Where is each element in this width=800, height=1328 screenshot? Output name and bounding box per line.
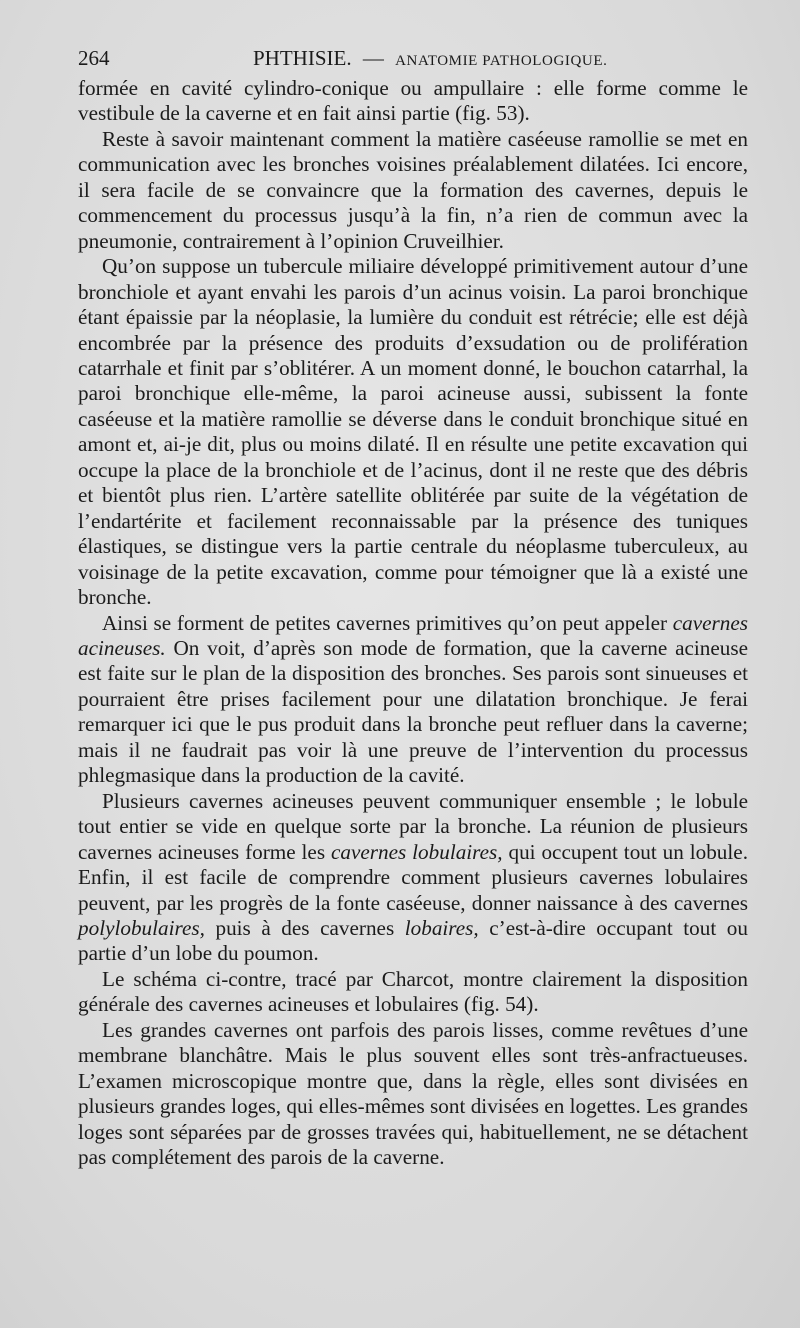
text-run: Plusieurs cavernes acineuses peuvent communiquer ensemble ; le lobule tout entier se vide en quelque sorte par la bronche. La réunion de plusieurs cavernes acineuses forme les	[78, 788, 748, 864]
paragraph	[78, 611, 748, 789]
paragraph	[78, 1018, 748, 1171]
paragraph	[78, 127, 748, 254]
italic-term: cavernes acineuses.	[78, 610, 748, 660]
text-run: Qu’on suppose un tubercule miliaire développé primitivement autour d’une bronchiole et ayant envahi les parois d’un acinus voisin. La paroi bronchique étant épaissie par la néoplasie, la lumière du conduit est rétrécie; elle est déjà encombrée par la présence des produits d’exsudation ou de prolifération catarrhale et finit par s’oblitérer. A un moment donné, le bouchon catarrhal, la paroi bronchique elle-même, la paroi acineuse aussi, subissent la fonte caséeuse et la matière ramollie se déverse dans le conduit bronchique situé en amont et, ai-je dit, plus ou moins dilaté. Il en résulte une petite excavation qui occupe la place de la bronchiole et de l’acinus, dont il ne reste que des débris et bientôt plus rien. L’artère satellite oblitérée par suite de la végétation de l’endartérite et facilement reconnaissable par la présence des tuniques élastiques, se distingue vers la partie centrale du néoplasme tuberculeux, au voisinage de la petite excavation, comme pour témoigner que là a existé une bronche.	[78, 254, 748, 610]
text-run: On voit, d’après son mode de formation, que la caverne acineuse est faite sur le plan de la disposition des bronches. Ses parois sont sinueuses et pourraient être prises facilement pour une dilatation bronchique. Je ferai remarquer ici que le pus produit dans la bronche peut refluer dans la caverne; mais il ne faudrait pas voir là une preuve de l’intervention du processus phlegmasique dans la production de la cavité.	[78, 635, 748, 788]
paragraph	[78, 254, 748, 610]
text-run: Les grandes cavernes ont parfois des parois lisses, comme revêtues d’une membrane blanchâtre. Mais le plus souvent elles sont très-anfractueuses. L’examen microscopique montre que, dans la règle, elles sont divisées en plusieurs grandes loges, qui elles-mêmes sont divisées en logettes. Les grandes loges sont séparées par de grosses travées qui, habituellement, ne se détachent pas complétement des parois de la caverne.	[78, 1017, 748, 1170]
running-title	[253, 46, 607, 71]
running-title-section: ANATOMIE PATHOLOGIQUE.	[395, 53, 608, 69]
paragraph	[78, 76, 748, 127]
text-run: Ainsi se forment de petites cavernes primitives qu’on peut appeler	[102, 610, 673, 635]
text-run: puis à des cavernes	[204, 915, 405, 940]
running-header	[78, 40, 748, 74]
italic-term: polylobulaires,	[78, 915, 205, 940]
body-text	[78, 76, 748, 1170]
text-run: formée en cavité cylindro-conique ou ampullaire : elle forme comme le vestibule de la caverne et en fait ainsi partie (fig. 53).	[78, 76, 748, 126]
paragraph	[78, 789, 748, 967]
italic-term: cavernes lobulaires,	[330, 839, 503, 864]
text-run: Le schéma ci-contre, tracé par Charcot, montre clairement la disposition générale des cavernes acineuses et lobulaires (fig. 54).	[78, 966, 748, 1017]
running-title-main: PHTHISIE.	[253, 46, 352, 70]
running-title-dash: —	[362, 46, 384, 70]
page-number: 264	[78, 46, 110, 70]
italic-term: lobaires,	[404, 915, 479, 940]
text-run: c’est-à-dire occupant tout ou partie d’un lobe du poumon.	[78, 915, 748, 966]
text-run: Reste à savoir maintenant comment la matière caséeuse ramollie se met en communication avec les bronches voisines préalablement dilatées. Ici encore, il sera facile de se convaincre que la formation des cavernes, depuis le commencement du processus jusqu’à la fin, n’a rien de commun avec la pneumonie, contrairement à l’opinion Cruveilhier.	[78, 126, 748, 253]
text-run: qui occupent tout un lobule. Enfin, il est facile de comprendre comment plusieurs cavernes lobulaires peuvent, par les progrès de la fonte caséeuse, donner naissance à des cavernes	[78, 839, 748, 915]
paragraph	[78, 967, 748, 1018]
